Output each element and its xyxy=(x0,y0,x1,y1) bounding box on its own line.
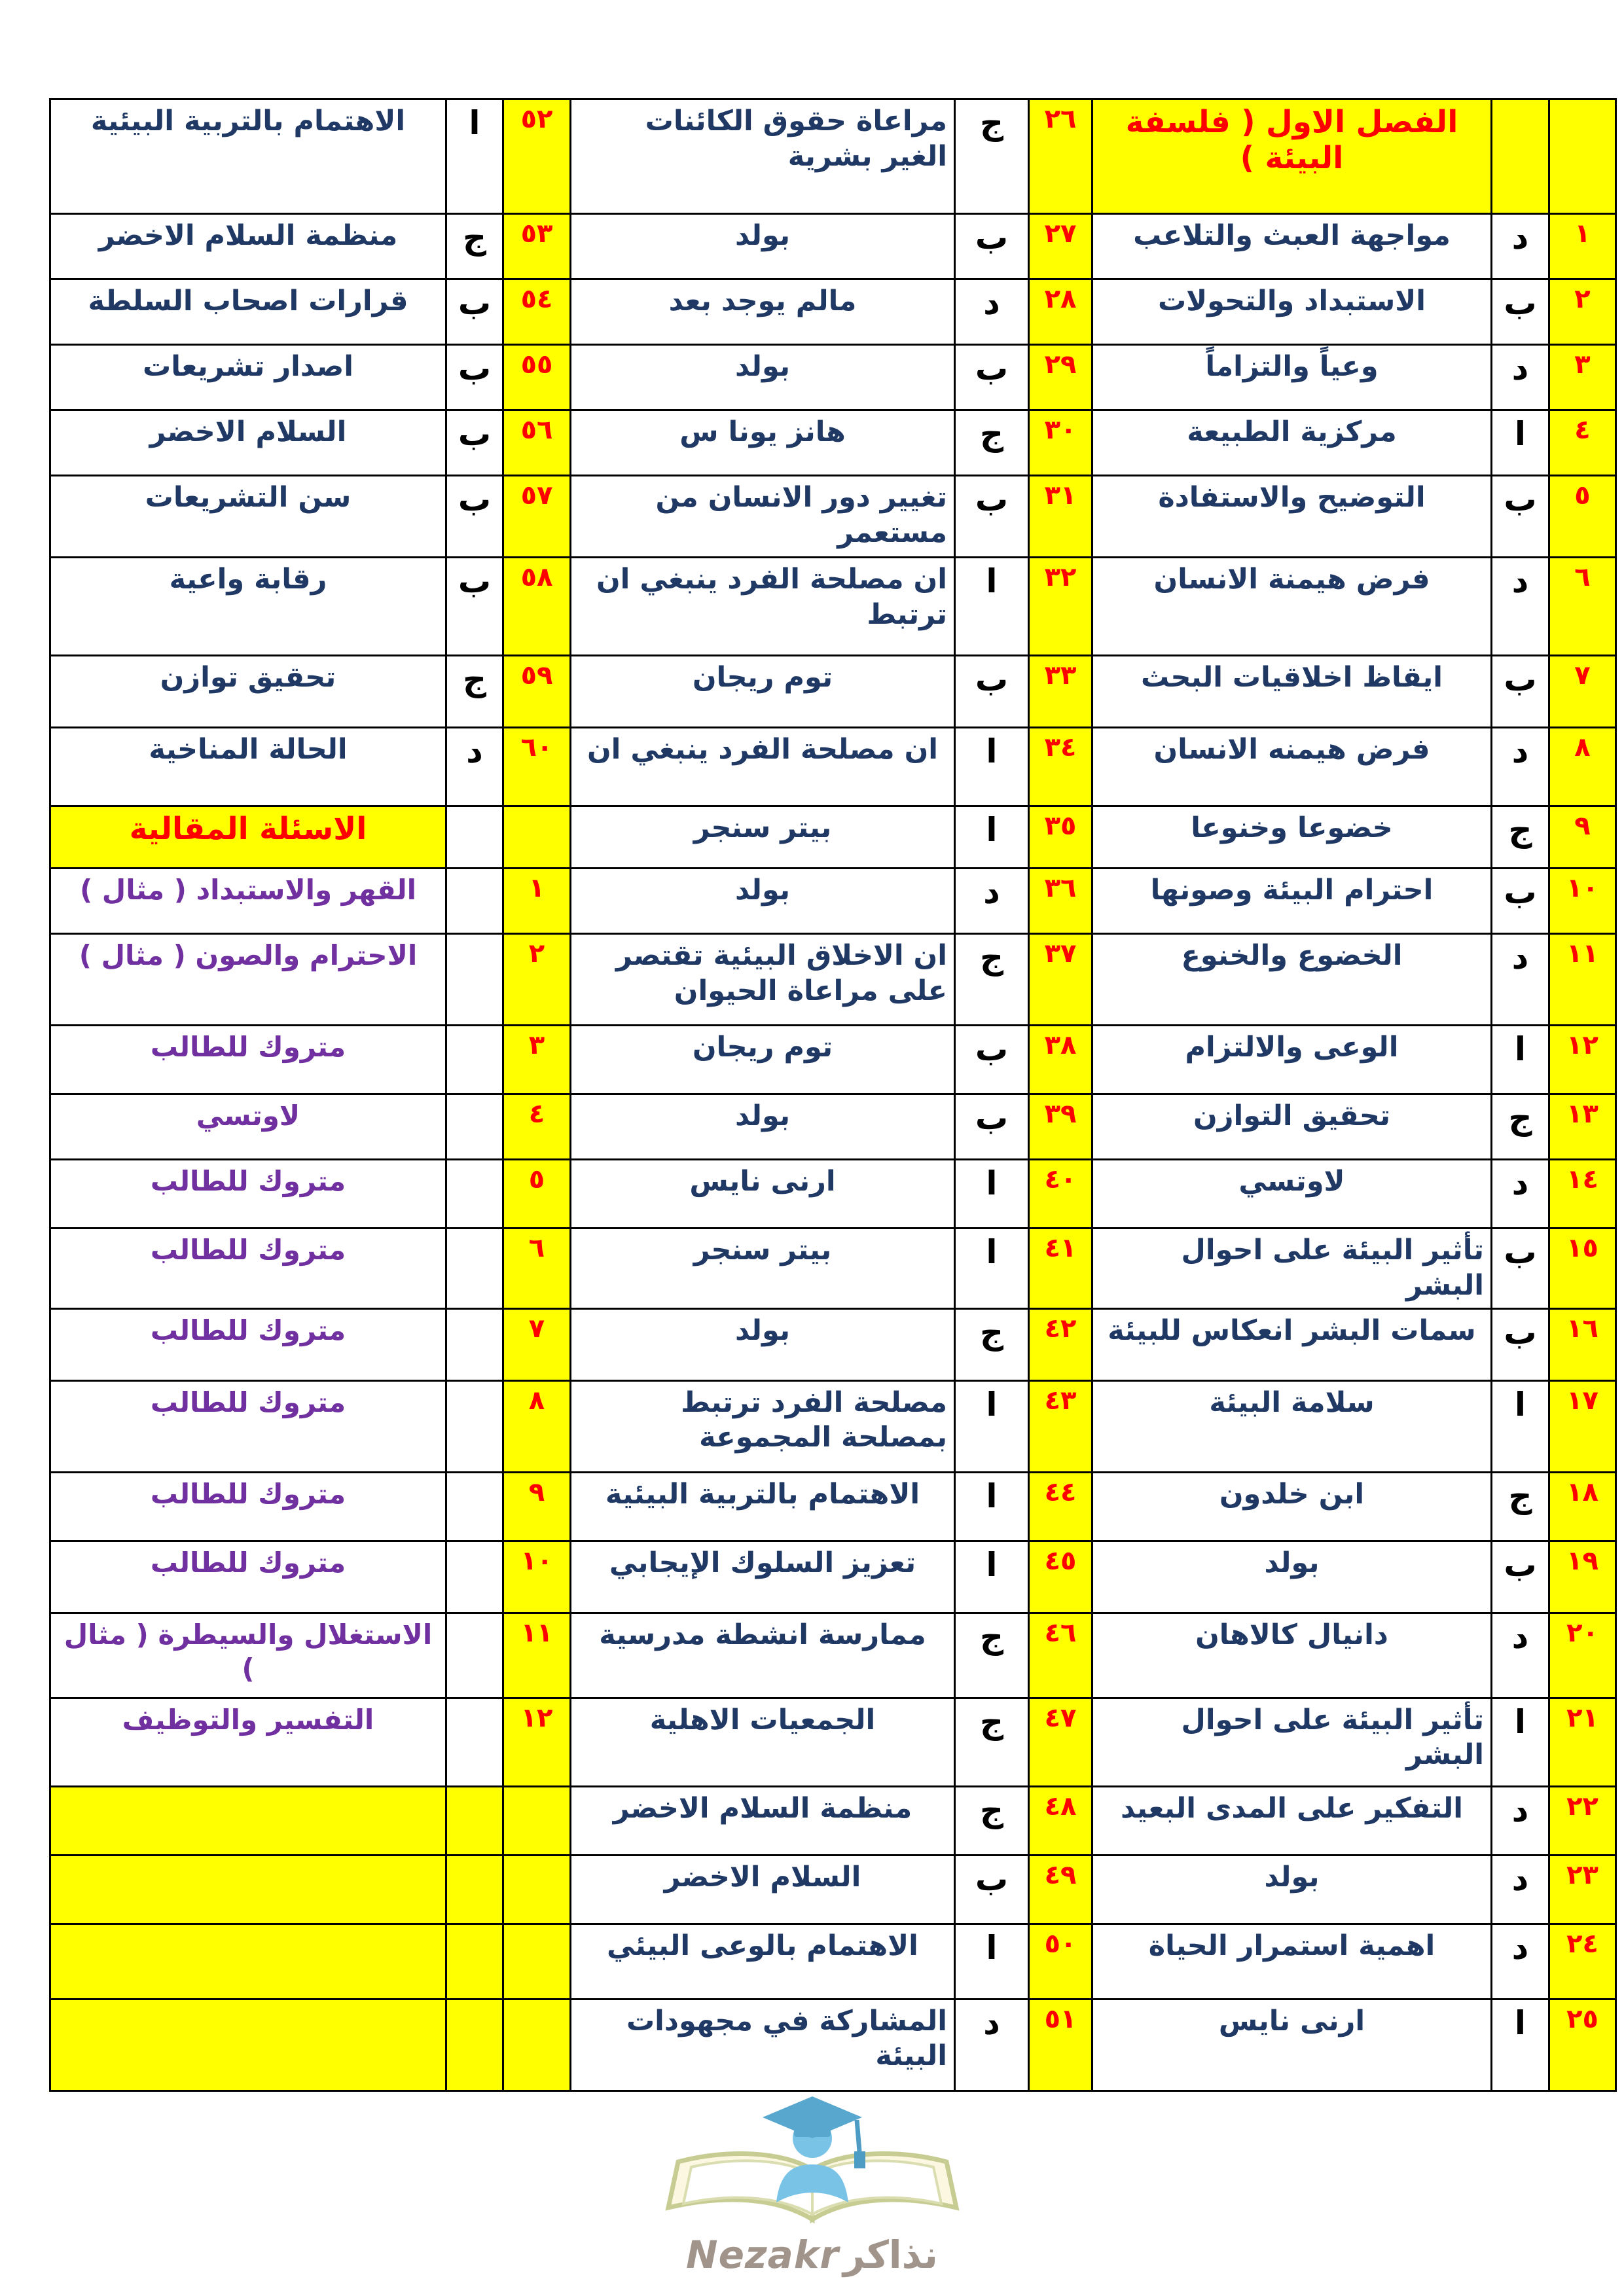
answer-text: هانز يونا س xyxy=(571,410,955,476)
answer-text: الوعى والالتزام xyxy=(1092,1026,1492,1094)
answer-letter: د xyxy=(1492,1613,1549,1698)
question-number: ٧ xyxy=(1549,656,1616,728)
table-row xyxy=(50,1094,1616,1160)
table-row xyxy=(50,410,1616,476)
answer-letter: ج xyxy=(955,1308,1029,1380)
answer-text: التفكير على المدى البعيد xyxy=(1092,1786,1492,1855)
question-number: ٢٥ xyxy=(1549,1999,1616,2090)
answer-letter: ا xyxy=(955,1472,1029,1541)
essay-number: ٢ xyxy=(503,934,571,1026)
answer-letter: د xyxy=(1492,1160,1549,1229)
question-number: ٢٨ xyxy=(1029,279,1092,345)
answer-letter: ب xyxy=(446,279,503,345)
empty-letter-cell xyxy=(446,1472,503,1541)
question-number: ١٨ xyxy=(1549,1472,1616,1541)
question-number: ٤٨ xyxy=(1029,1786,1092,1855)
question-number: ١١ xyxy=(1549,934,1616,1026)
essay-answer-text: متروك للطالب xyxy=(50,1160,446,1229)
logo-latin-text: Nezakr xyxy=(686,2233,839,2277)
answer-letter: ب xyxy=(955,345,1029,410)
answer-letter: ج xyxy=(446,656,503,728)
table-row xyxy=(50,1160,1616,1229)
empty-letter-cell xyxy=(446,934,503,1026)
essay-number: ٧ xyxy=(503,1308,571,1380)
empty-letter-cell xyxy=(446,1094,503,1160)
answer-text: مراعاة حقوق الكائنات الغير بشرية xyxy=(571,99,955,214)
answer-text: بولد xyxy=(571,869,955,934)
answer-text: الجمعيات الاهلية xyxy=(571,1698,955,1786)
answer-letter: ا xyxy=(955,728,1029,806)
logo-wordmark xyxy=(0,2233,1624,2277)
answer-letter: ا xyxy=(955,1160,1029,1229)
logo xyxy=(0,2091,1624,2277)
question-number: ٣٩ xyxy=(1029,1094,1092,1160)
question-number: ١٣ xyxy=(1549,1094,1616,1160)
table-row xyxy=(50,1924,1616,1999)
answer-text: لاوتسي xyxy=(1092,1160,1492,1229)
question-number: ٥٠ xyxy=(1029,1924,1092,1999)
question-number: ١٤ xyxy=(1549,1160,1616,1229)
essay-answer-text: متروك للطالب xyxy=(50,1308,446,1380)
answer-text: مالم يوجد بعد xyxy=(571,279,955,345)
table-row xyxy=(50,1308,1616,1380)
graduate-book-logo-icon xyxy=(629,2091,996,2242)
answer-text: توم ريجان xyxy=(571,656,955,728)
answer-text: الاهتمام بالتربية البيئية xyxy=(571,1472,955,1541)
empty-number-cell xyxy=(503,1786,571,1855)
question-number: ٤٧ xyxy=(1029,1698,1092,1786)
answer-text: ان مصلحة الفرد ينبغي ان xyxy=(571,728,955,806)
empty-cell xyxy=(50,1855,446,1924)
answer-text: ممارسة انشطة مدرسية xyxy=(571,1613,955,1698)
answer-text: الاهتمام بالتربية البيئية xyxy=(50,99,446,214)
answer-letter: ا xyxy=(955,1541,1029,1613)
answer-letter: د xyxy=(1492,345,1549,410)
table-row xyxy=(50,1786,1616,1855)
answer-text: سمات البشر انعكاس للبيئة xyxy=(1092,1308,1492,1380)
answer-text: سلامة البيئة xyxy=(1092,1380,1492,1472)
table-row xyxy=(50,558,1616,656)
answer-letter: ج xyxy=(955,934,1029,1026)
question-number: ٣٦ xyxy=(1029,869,1092,934)
empty-letter-cell xyxy=(446,806,503,869)
empty-letter-cell xyxy=(446,1855,503,1924)
essay-answer-text: الاستغلال والسيطرة ( مثال ) xyxy=(50,1613,446,1698)
answer-letter: ا xyxy=(446,99,503,214)
answer-letter: ج xyxy=(1492,806,1549,869)
table-row xyxy=(50,934,1616,1026)
answer-text: الاهتمام بالوعى البيئي xyxy=(571,1924,955,1999)
question-number: ٢٣ xyxy=(1549,1855,1616,1924)
question-number: ٩ xyxy=(1549,806,1616,869)
answer-letter: ب xyxy=(446,345,503,410)
question-number: ٢٩ xyxy=(1029,345,1092,410)
empty-number-cell xyxy=(503,1855,571,1924)
essay-number: ١٠ xyxy=(503,1541,571,1613)
answer-text: السلام الاخضر xyxy=(50,410,446,476)
answer-text: مصلحة الفرد ترتبط بمصلحة المجموعة xyxy=(571,1380,955,1472)
answer-text: التوضيح والاستفادة xyxy=(1092,476,1492,558)
empty-cell xyxy=(50,1924,446,1999)
answer-letter: د xyxy=(1492,1924,1549,1999)
question-number: ٨ xyxy=(1549,728,1616,806)
answer-text: بيتر سنجر xyxy=(571,1229,955,1309)
answer-letter: ا xyxy=(955,1380,1029,1472)
answer-text: ان الاخلاق البيئية تقتصر على مراعاة الحيوان xyxy=(571,934,955,1026)
essay-answer-text: التفسير والتوظيف xyxy=(50,1698,446,1786)
essay-answer-text: لاوتسي xyxy=(50,1094,446,1160)
question-number: ٦٠ xyxy=(503,728,571,806)
answer-text: الاستبداد والتحولات xyxy=(1092,279,1492,345)
question-number: ٥٦ xyxy=(503,410,571,476)
answer-letter: د xyxy=(955,869,1029,934)
answer-text: بولد xyxy=(571,345,955,410)
answer-letter: د xyxy=(955,279,1029,345)
empty-letter-cell xyxy=(446,1999,503,2090)
question-number: ٢٧ xyxy=(1029,214,1092,279)
answer-letter: ا xyxy=(955,1229,1029,1309)
answer-letter: ب xyxy=(1492,1308,1549,1380)
table-row xyxy=(50,1613,1616,1698)
answer-text: مركزية الطبيعة xyxy=(1092,410,1492,476)
answer-letter: ا xyxy=(1492,1380,1549,1472)
question-number: ٢٦ xyxy=(1029,99,1092,214)
question-number: ١٠ xyxy=(1549,869,1616,934)
empty-number-cell xyxy=(503,1924,571,1999)
question-number: ٣٣ xyxy=(1029,656,1092,728)
table-row xyxy=(50,656,1616,728)
answer-letter: ج xyxy=(955,410,1029,476)
question-number: ٥٤ xyxy=(503,279,571,345)
answer-letter: ب xyxy=(1492,869,1549,934)
question-number: ٣٠ xyxy=(1029,410,1092,476)
answer-letter: ب xyxy=(955,1855,1029,1924)
table-row xyxy=(50,1472,1616,1541)
answer-text: تأثير البيئة على احوال البشر xyxy=(1092,1229,1492,1309)
question-number: ٤٦ xyxy=(1029,1613,1092,1698)
question-number: ٤٠ xyxy=(1029,1160,1092,1229)
answer-text: توم ريجان xyxy=(571,1026,955,1094)
answer-text: اهمية استمرار الحياة xyxy=(1092,1924,1492,1999)
answer-text: السلام الاخضر xyxy=(571,1855,955,1924)
essay-answer-text: الاحترام والصون ( مثال ) xyxy=(50,934,446,1026)
answer-text: اصدار تشريعات xyxy=(50,345,446,410)
answer-text: منظمة السلام الاخضر xyxy=(50,214,446,279)
table-row xyxy=(50,869,1616,934)
answer-text: ان مصلحة الفرد ينبغي ان ترتبط xyxy=(571,558,955,656)
question-number: ٤٢ xyxy=(1029,1308,1092,1380)
answer-letter: د xyxy=(955,1999,1029,2090)
answer-letter: ا xyxy=(955,558,1029,656)
table-row xyxy=(50,214,1616,279)
table-row xyxy=(50,476,1616,558)
essay-number: ٣ xyxy=(503,1026,571,1094)
answer-letter: ب xyxy=(1492,656,1549,728)
answer-text: ارنى نايس xyxy=(571,1160,955,1229)
table-row xyxy=(50,806,1616,869)
question-number: ٢١ xyxy=(1549,1698,1616,1786)
empty-letter-cell xyxy=(446,1924,503,1999)
answer-text: قرارات اصحاب السلطة xyxy=(50,279,446,345)
table-row xyxy=(50,345,1616,410)
empty-letter-cell xyxy=(446,1613,503,1698)
answer-letter: د xyxy=(1492,214,1549,279)
answer-text: بيتر سنجر xyxy=(571,806,955,869)
question-number: ٥١ xyxy=(1029,1999,1092,2090)
question-number: ٥٧ xyxy=(503,476,571,558)
answer-text: تغيير دور الانسان من مستعمر xyxy=(571,476,955,558)
answer-letter: د xyxy=(1492,1786,1549,1855)
answer-letter: ا xyxy=(1492,1999,1549,2090)
essay-number: ١ xyxy=(503,869,571,934)
answer-letter: ب xyxy=(955,1026,1029,1094)
answer-text: الخضوع والخنوع xyxy=(1092,934,1492,1026)
question-number: ٥٢ xyxy=(503,99,571,214)
question-number: ١٢ xyxy=(1549,1026,1616,1094)
table-row xyxy=(50,1999,1616,2090)
empty-cell xyxy=(50,1999,446,2090)
essay-answer-text: متروك للطالب xyxy=(50,1472,446,1541)
question-number: ٥٥ xyxy=(503,345,571,410)
essay-answer-text: القهر والاستبداد ( مثال ) xyxy=(50,869,446,934)
question-number: ٣٨ xyxy=(1029,1026,1092,1094)
answer-text: ايقاظ اخلاقيات البحث xyxy=(1092,656,1492,728)
answer-text: ابن خلدون xyxy=(1092,1472,1492,1541)
table-row xyxy=(50,1698,1616,1786)
empty-letter-cell xyxy=(446,1380,503,1472)
answer-letter: ب xyxy=(955,1094,1029,1160)
answer-letter: د xyxy=(1492,728,1549,806)
empty-letter-cell xyxy=(446,1698,503,1786)
essay-number: ١٢ xyxy=(503,1698,571,1786)
answer-letter: ج xyxy=(955,1786,1029,1855)
answer-letter: ب xyxy=(446,558,503,656)
empty-cell xyxy=(50,1786,446,1855)
table-row xyxy=(50,1855,1616,1924)
essay-answer-text: متروك للطالب xyxy=(50,1229,446,1309)
answer-text: المشاركة في مجهودات البيئة xyxy=(571,1999,955,2090)
answer-letter: ب xyxy=(446,476,503,558)
answer-letter: ا xyxy=(1492,410,1549,476)
essay-number: ١١ xyxy=(503,1613,571,1698)
empty-letter-cell xyxy=(446,1786,503,1855)
answer-text: منظمة السلام الاخضر xyxy=(571,1786,955,1855)
question-number: ٢٤ xyxy=(1549,1924,1616,1999)
question-number: ٥٣ xyxy=(503,214,571,279)
question-number: ٤٤ xyxy=(1029,1472,1092,1541)
answer-text: بولد xyxy=(1092,1855,1492,1924)
table-row xyxy=(50,1380,1616,1472)
answer-text: بولد xyxy=(571,1308,955,1380)
answer-text: تعزيز السلوك الإيجابي xyxy=(571,1541,955,1613)
question-number: ٥٩ xyxy=(503,656,571,728)
answer-letter: ا xyxy=(955,1924,1029,1999)
answer-letter: ب xyxy=(955,214,1029,279)
answer-letter: ب xyxy=(446,410,503,476)
question-number: ٤٩ xyxy=(1029,1855,1092,1924)
question-number: ٦ xyxy=(1549,558,1616,656)
empty-letter-cell xyxy=(446,1160,503,1229)
answer-letter: ج xyxy=(446,214,503,279)
empty-letter-cell xyxy=(446,1308,503,1380)
empty-letter-cell xyxy=(446,1229,503,1309)
question-number: ٢٢ xyxy=(1549,1786,1616,1855)
question-number: ٣٥ xyxy=(1029,806,1092,869)
answer-text: وعياً والتزاماً xyxy=(1092,345,1492,410)
answer-text: بولد xyxy=(571,1094,955,1160)
answer-text: ارنى نايس xyxy=(1092,1999,1492,2090)
empty-letter-cell xyxy=(1492,99,1549,214)
answer-letter: ج xyxy=(955,99,1029,214)
answer-letter: ب xyxy=(1492,1229,1549,1309)
answer-letter: د xyxy=(446,728,503,806)
answer-letter: د xyxy=(1492,558,1549,656)
answer-letter: ج xyxy=(1492,1094,1549,1160)
essay-answer-text: متروك للطالب xyxy=(50,1380,446,1472)
answer-text: سن التشريعات xyxy=(50,476,446,558)
essay-answer-text: متروك للطالب xyxy=(50,1541,446,1613)
question-number: ٢ xyxy=(1549,279,1616,345)
question-number: ٣٢ xyxy=(1029,558,1092,656)
answer-letter: د xyxy=(1492,934,1549,1026)
table-row xyxy=(50,1026,1616,1094)
answer-letter: ا xyxy=(955,806,1029,869)
answer-text: فرض هيمنه الانسان xyxy=(1092,728,1492,806)
empty-letter-cell xyxy=(446,869,503,934)
table-row xyxy=(50,279,1616,345)
empty-letter-cell xyxy=(446,1541,503,1613)
answer-text: تحقيق التوازن xyxy=(1092,1094,1492,1160)
question-number: ٣١ xyxy=(1029,476,1092,558)
essay-number: ٤ xyxy=(503,1094,571,1160)
answer-letter: د xyxy=(1492,1855,1549,1924)
essay-number: ٨ xyxy=(503,1380,571,1472)
answer-text: خضوعا وخنوعا xyxy=(1092,806,1492,869)
question-number: ٤٥ xyxy=(1029,1541,1092,1613)
empty-letter-cell xyxy=(446,1026,503,1094)
question-number: ١٧ xyxy=(1549,1380,1616,1472)
answer-letter: ا xyxy=(1492,1026,1549,1094)
empty-number-cell xyxy=(503,806,571,869)
answer-text: بولد xyxy=(571,214,955,279)
question-number: ٥٨ xyxy=(503,558,571,656)
answer-text: دانيال كالاهان xyxy=(1092,1613,1492,1698)
answer-text: تحقيق توازن xyxy=(50,656,446,728)
table-row xyxy=(50,1229,1616,1309)
essay-answer-text: متروك للطالب xyxy=(50,1026,446,1094)
question-number: ٤ xyxy=(1549,410,1616,476)
question-number: ١٦ xyxy=(1549,1308,1616,1380)
table-row xyxy=(50,1541,1616,1613)
empty-number-cell xyxy=(503,1999,571,2090)
empty-number-cell xyxy=(1549,99,1616,214)
table-row xyxy=(50,99,1616,214)
question-number: ١ xyxy=(1549,214,1616,279)
answer-text: الحالة المناخية xyxy=(50,728,446,806)
answer-letter: ب xyxy=(1492,279,1549,345)
essay-section-header: الاسئلة المقالية xyxy=(50,806,446,869)
essay-number: ٦ xyxy=(503,1229,571,1309)
question-number: ٣٧ xyxy=(1029,934,1092,1026)
essay-number: ٩ xyxy=(503,1472,571,1541)
question-number: ٤٣ xyxy=(1029,1380,1092,1472)
answer-letter: ب xyxy=(955,656,1029,728)
answer-text: تأثير البيئة على احوال البشر xyxy=(1092,1698,1492,1786)
answer-letter: ا xyxy=(1492,1698,1549,1786)
answer-text: فرض هيمنة الانسان xyxy=(1092,558,1492,656)
answer-text: مواجهة العبث والتلاعب xyxy=(1092,214,1492,279)
answer-key-table xyxy=(49,98,1617,2092)
logo-arabic-text: نذاكر xyxy=(842,2233,938,2277)
section-header: الفصل الاول ( فلسفة البيئة ) xyxy=(1092,99,1492,214)
question-number: ١٩ xyxy=(1549,1541,1616,1613)
question-number: ١٥ xyxy=(1549,1229,1616,1309)
answer-letter: ج xyxy=(1492,1472,1549,1541)
table-row xyxy=(50,728,1616,806)
answer-text: احترام البيئة وصونها xyxy=(1092,869,1492,934)
answer-letter: ج xyxy=(955,1698,1029,1786)
answer-letter: ب xyxy=(955,476,1029,558)
answer-text: بولد xyxy=(1092,1541,1492,1613)
essay-number: ٥ xyxy=(503,1160,571,1229)
question-number: ٤١ xyxy=(1029,1229,1092,1309)
question-number: ٣ xyxy=(1549,345,1616,410)
answer-letter: ب xyxy=(1492,1541,1549,1613)
question-number: ٢٠ xyxy=(1549,1613,1616,1698)
question-number: ٣٤ xyxy=(1029,728,1092,806)
answer-letter: ب xyxy=(1492,476,1549,558)
answer-text: رقابة واعية xyxy=(50,558,446,656)
question-number: ٥ xyxy=(1549,476,1616,558)
answer-letter: ج xyxy=(955,1613,1029,1698)
